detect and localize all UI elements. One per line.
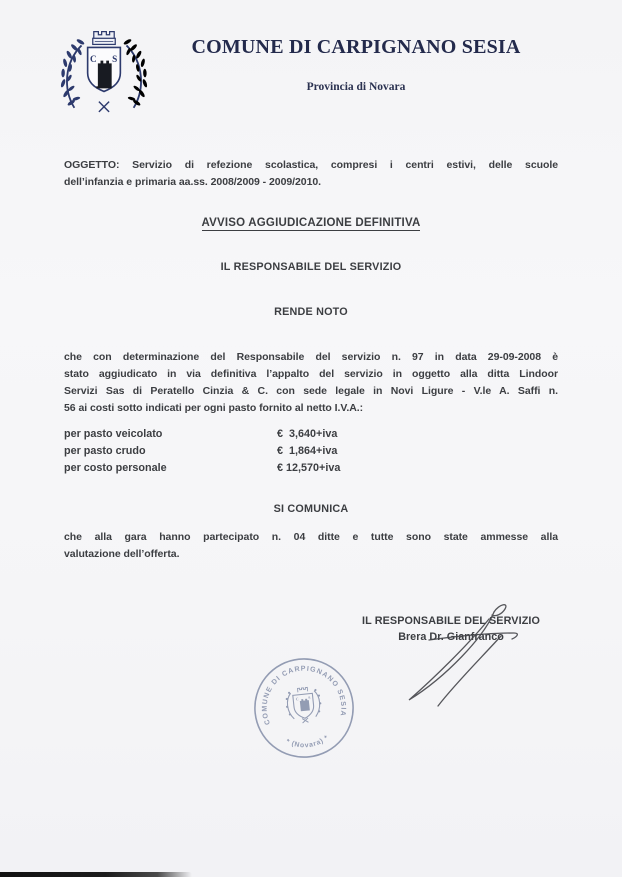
- subject-paragraph: [64, 157, 558, 191]
- shield-letter-left: C: [89, 53, 97, 64]
- scan-edge-artifact: [0, 872, 192, 877]
- text-line: che con determinazione del Responsabile del servizio n. 97 in data 29-09-2008 è: [64, 351, 558, 363]
- svg-text:* (Novara) *: [284, 734, 331, 752]
- price-label: per pasto veicolato: [64, 428, 163, 440]
- price-row: [64, 460, 558, 477]
- coat-of-arms-icon: [58, 28, 150, 114]
- price-label: per costo personale: [64, 462, 167, 474]
- stamp-ring-text-bottom: * (Novara) *: [284, 734, 331, 750]
- stamp-ring-text-top: COMUNE DI CARPIGNANO SESIA: [261, 665, 347, 726]
- role-heading: IL RESPONSABILE DEL SERVIZIO: [220, 261, 402, 273]
- stamp-shield-letter-right: S: [308, 695, 311, 701]
- ribbon-tie: [99, 102, 109, 112]
- communication-heading: SI COMUNICA: [273, 503, 349, 515]
- laurel-branch-left: [60, 38, 85, 108]
- proclamation-heading: RENDE NOTO: [274, 306, 348, 318]
- stamp-shield-letter-left: C: [295, 697, 299, 702]
- signature-role: IL RESPONSABILE DEL SERVIZIO: [362, 615, 540, 627]
- crown-icon: [93, 32, 115, 45]
- letterhead: [150, 36, 562, 93]
- laurel-branch-right: [123, 38, 148, 108]
- price-value: € 3,640+iva: [277, 428, 338, 440]
- price-label: per pasto crudo: [64, 445, 146, 457]
- handwritten-signature-icon: [388, 599, 573, 714]
- official-stamp-icon: [245, 649, 364, 768]
- text-line: stato aggiudicato in via definitiva l’appalto del servizio in oggetto alla ditta Lindoor: [64, 368, 558, 380]
- text-line: Servizi Sas di Peratello Cinzia & C. con sede legale in Novi Ligure - V.le A. Saffi n.: [64, 385, 558, 397]
- page-title: COMUNE DI CARPIGNANO SESIA: [191, 36, 521, 58]
- price-value: € 12,570+iva: [277, 462, 341, 474]
- price-row: [64, 426, 558, 443]
- price-row: [64, 443, 558, 460]
- text-line: dell’infanzia e primaria aa.ss. 2008/2009 - 2009/2010.: [64, 176, 322, 188]
- province-subtitle: Provincia di Novara: [306, 81, 406, 93]
- participation-paragraph: [64, 529, 558, 563]
- text-line: che alla gara hanno partecipato n. 04 ditte e tutte sono state ammesse alla: [64, 531, 558, 543]
- notice-title: AVVISO AGGIUDICAZIONE DEFINITIVA: [201, 217, 421, 229]
- signature-name: Brera Dr. Gianfranco: [398, 631, 504, 643]
- tower-shape: [98, 61, 112, 88]
- text-line: 56 ai costi sotto indicati per ogni pasto fornito al netto I.V.A.:: [64, 402, 364, 414]
- text-line: valutazione dell’offerta.: [64, 548, 180, 560]
- price-table: [64, 426, 558, 477]
- price-value: € 1,864+iva: [277, 445, 338, 457]
- shield-letter-right: S: [112, 53, 118, 64]
- text-line: OGGETTO: Servizio di refezione scolastica, compresi i centri estivi, delle scuole: [64, 159, 558, 171]
- award-paragraph: [64, 349, 558, 417]
